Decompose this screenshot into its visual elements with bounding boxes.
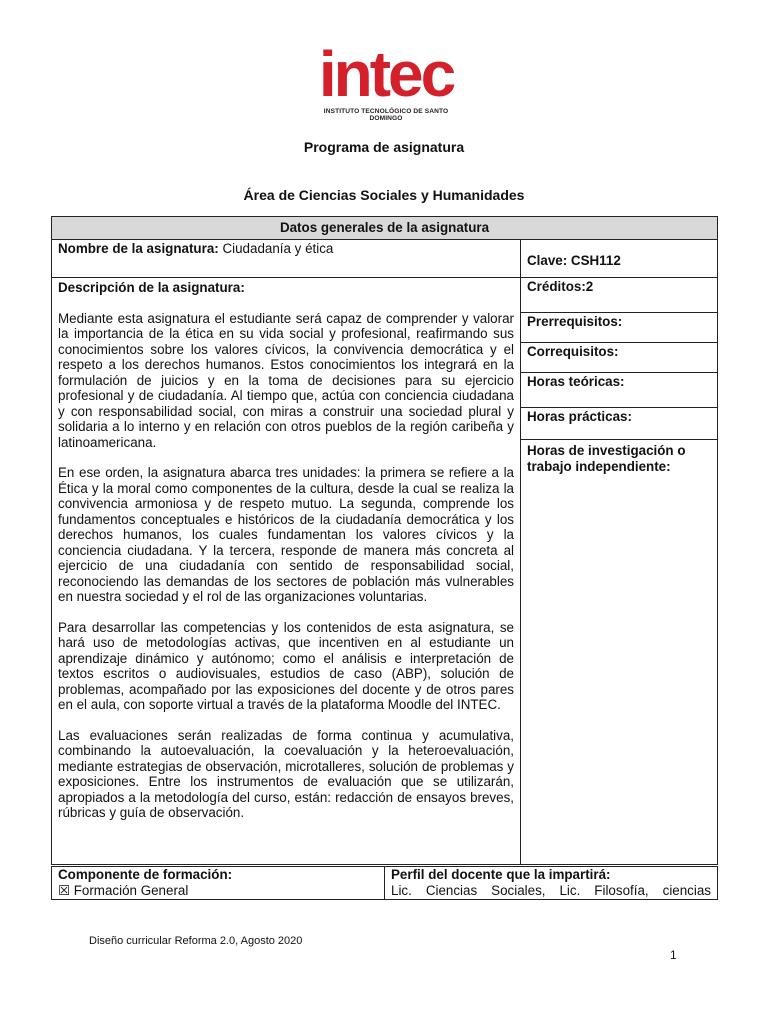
document-title: Programa de asignatura — [303, 139, 465, 155]
nombre-label: Nombre de la asignatura: — [58, 241, 219, 256]
prerrequisitos: Prerrequisitos: — [521, 313, 717, 343]
perfil-cell — [385, 867, 718, 900]
general-data-table — [51, 216, 718, 865]
descripcion-label: Descripción de la asignatura: — [58, 280, 245, 295]
creditos: Créditos:2 — [521, 278, 717, 313]
horas-investigacion: Horas de investigación o trabajo independiente: — [527, 443, 686, 474]
componente-label: Componente de formación: — [58, 867, 233, 882]
page-number: 1 — [670, 948, 677, 962]
nombre-cell — [52, 240, 521, 278]
logo-subtitle: INSTITUTO TECNOLÓGICO DE SANTO DOMINGO — [323, 108, 449, 122]
horas-teoricas: Horas teóricas: — [521, 373, 717, 408]
descripcion-cell — [52, 278, 521, 865]
side-info-cell — [521, 278, 718, 865]
area-title: Área de Ciencias Sociales y Humanidades — [243, 187, 525, 203]
correquisitos: Correquisitos: — [521, 343, 717, 373]
componente-perfil-table — [51, 866, 718, 900]
perfil-value: Lic. Ciencias Sociales, Lic. Filosofía, ciencias — [391, 883, 711, 898]
intec-logo — [312, 38, 460, 124]
descripcion-paragraph-1: Mediante esta asignatura el estudiante será capaz de comprender y valorar la importancia de la ética en su vida social y profesional, reafirmando sus conocimientos sobre los valores cívicos, la convivencia democrática y el respeto a los derechos humanos. Estos conocimientos los integrará en la formulación de juicios y en la toma de decisiones para su ejercicio profesional y de ciudadanía. Al tiempo que, actúa con conciencia ciudadana y con responsabilidad social, con miras a construir una sociedad plural y solidaria a lo interno y en relación con otros pueblos de la región caribeña y latinoamericana. — [58, 310, 514, 450]
descripcion-paragraph-4: Las evaluaciones serán realizadas de forma continua y acumulativa, combinando la autoevaluación, la coevaluación y la heteroevaluación, mediante estrategias de observación, microtalleres, solución de problemas y exposiciones. Entre los instrumentos de evaluación que se utilizarán, apropiados a la metodología del curso, están: redacción de ensayos breves, rúbricas y guía de observación. — [58, 727, 514, 820]
clave-value: Clave: CSH112 — [527, 253, 621, 268]
componente-cell — [52, 867, 385, 900]
horas-practicas: Horas prácticas: — [521, 408, 717, 440]
logo-wordmark: intec — [318, 38, 454, 110]
section-header: Datos generales de la asignatura — [52, 217, 718, 240]
descripcion-paragraph-3: Para desarrollar las competencias y los contenidos de esta asignatura, se hará uso de metodologías activas, que incentiven en al estudiante un aprendizaje dinámico y autónomo; como el análisis e interpretación de textos escritos o audiovisuales, estudios de caso (ABP), solución de problemas, acompañado por las exposiciones del docente y de otros pares en el aula, con soporte virtual a través de la plataforma Moodle del INTEC. — [58, 619, 514, 712]
nombre-value: Ciudadanía y ética — [218, 241, 334, 256]
componente-value: ☒ Formación General — [58, 883, 189, 898]
perfil-label: Perfil del docente que la impartirá: — [391, 867, 611, 882]
clave-cell — [521, 240, 718, 278]
descripcion-paragraph-2: En ese orden, la asignatura abarca tres unidades: la primera se refiere a la Ética y la moral como componentes de la cultura, desde la cual se realiza la convivencia armoniosa y de respeto mutuo. La segunda, comprende los fundamentos conceptuales e históricos de la ciudadanía democrática y los derechos humanos, los cuales fundamentan los valores cívicos y la conciencia ciudadana. Y la tercera, responde de manera más concreta al ejercicio de una ciudadanía con sentido de responsabilidad social, reconociendo las demandas de los sectores de población más vulnerables en nuestra sociedad y el rol de las organizaciones voluntarias. — [58, 465, 514, 604]
footer-text: Diseño curricular Reforma 2.0, Agosto 2020 — [89, 935, 303, 947]
